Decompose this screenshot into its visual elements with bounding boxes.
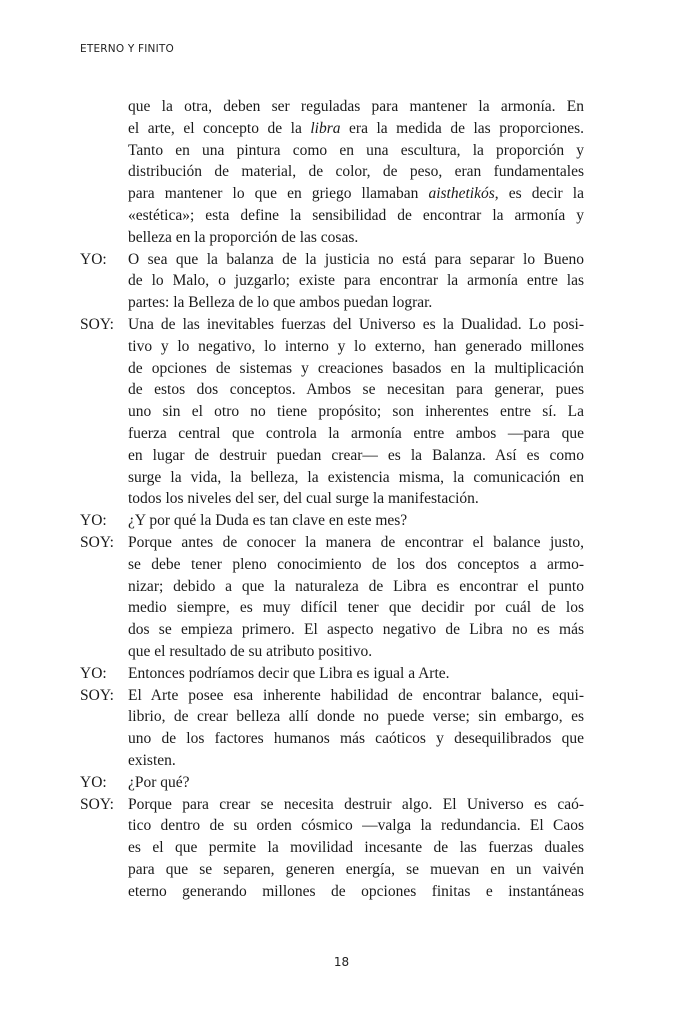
text-line: nizar; debido a que la naturaleza de Libra es encontrar el punto (128, 577, 584, 595)
running-head: ETERNO Y FINITO (80, 43, 174, 55)
dialogue-paragraph (80, 314, 584, 510)
paragraph-text (128, 772, 584, 794)
paragraph-text (128, 685, 584, 772)
text-line: surge la vida, la belleza, la existencia misma, la comunicación en (128, 468, 584, 486)
speaker-label: YO: (80, 512, 107, 530)
speaker-label: YO: (80, 250, 107, 268)
page-number: 18 (333, 955, 350, 969)
dialogue-paragraph (80, 772, 584, 794)
dialogue-paragraph (80, 794, 584, 903)
text-line: se debe tener pleno conocimiento de los dos conceptos a armo- (128, 555, 584, 573)
speaker-label: YO: (80, 773, 107, 791)
paragraph-text (128, 532, 584, 663)
text-line: «estética»; esta define la sensibilidad de encontrar la armonía y (128, 206, 584, 224)
continued-paragraph (80, 96, 584, 249)
text-line: en lugar de destruir puedan crear— es la Balanza. Así es como (128, 446, 584, 464)
text-line: todos los niveles del ser, del cual surge la manifestación. (128, 490, 479, 508)
text-line: dos se empieza primero. El aspecto negativo de Libra no es más (128, 621, 584, 639)
text-line: Porque para crear se necesita destruir algo. El Universo es caó- (128, 795, 584, 813)
dialogue-paragraph (80, 532, 584, 663)
paragraph-text (128, 794, 584, 903)
dialogue-paragraph (80, 249, 584, 314)
text-line: Una de las inevitables fuerzas del Universo es la Dualidad. Lo posi- (128, 315, 584, 333)
text-line: fuerza central que controla la armonía entre ambos —para que (128, 424, 584, 442)
text-line: de lo Malo, o juzgarlo; existe para encontrar la armonía entre las (128, 272, 584, 290)
text-line: belleza en la proporción de las cosas. (128, 228, 359, 246)
speaker-label: SOY: (80, 533, 114, 551)
speaker-label (80, 96, 128, 249)
paragraph-text (128, 314, 584, 510)
text-line: es el que permite la movilidad incesante de las fuerzas duales (128, 839, 584, 857)
speaker-label: YO: (80, 664, 107, 682)
dialogue-paragraph (80, 685, 584, 772)
text-line: distribución de material, de color, de peso, eran fundamentales (128, 163, 584, 181)
text-line: que el resultado de su atributo positivo. (128, 642, 373, 660)
dialogue-body (80, 96, 584, 902)
speaker-label: SOY: (80, 315, 114, 333)
text-line: Tanto en una pintura como en una escultura, la proporción y (128, 141, 584, 159)
text-line: Entonces podríamos decir que Libra es igual a Arte. (128, 664, 450, 682)
text-line: eterno generando millones de opciones finitas e instantáneas (128, 882, 584, 900)
paragraph-text (128, 510, 584, 532)
text-line: uno sin el otro no tiene propósito; son inherentes entre sí. La (128, 403, 584, 421)
text-line: partes: la Belleza de lo que ambos puedan lograr. (128, 294, 433, 312)
text-line: para mantener lo que en griego llamaban aisthetikós, es decir la (128, 185, 584, 203)
text-line: tico dentro de su orden cósmico —valga la redundancia. El Caos (128, 817, 584, 835)
text-line: de estos dos conceptos. Ambos se necesitan para generar, pues (128, 381, 584, 399)
text-line: ¿Y por qué la Duda es tan clave en este mes? (128, 512, 408, 530)
text-line: El Arte posee esa inherente habilidad de encontrar balance, equi- (128, 686, 584, 704)
text-line: O sea que la balanza de la justicia no está para separar lo Bueno (128, 250, 584, 268)
text-line: que la otra, deben ser reguladas para mantener la armonía. En (128, 98, 584, 115)
speaker-label: SOY: (80, 795, 114, 813)
text-line: tivo y lo negativo, lo interno y lo externo, han generado millones (128, 337, 584, 355)
italic-term: libra (310, 119, 341, 137)
paragraph-text (128, 663, 584, 685)
paragraph-text (128, 249, 584, 314)
italic-term: aisthetikós (428, 185, 495, 203)
text-line: uno de los factores humanos más caóticos y desequilibrados que (128, 730, 584, 748)
text-line: librio, de crear belleza allí donde no puede verse; sin embargo, es (128, 708, 584, 726)
text-line: Porque antes de conocer la manera de encontrar el balance justo, (128, 533, 584, 551)
text-line: existen. (128, 751, 176, 769)
text-line: medio siempre, es muy difícil tener que decidir por cuál de los (128, 599, 584, 617)
text-line: para que se separen, generen energía, se muevan en un vaivén (128, 860, 584, 878)
text-line: de opciones de sistemas y creaciones basados en la multiplicación (128, 359, 584, 377)
text-line: el arte, el concepto de la libra era la medida de las proporciones. (128, 119, 584, 137)
dialogue-paragraph (80, 510, 584, 532)
text-line: ¿Por qué? (128, 773, 190, 791)
speaker-label: SOY: (80, 686, 114, 704)
dialogue-paragraph (80, 663, 584, 685)
paragraph-text (128, 96, 584, 249)
